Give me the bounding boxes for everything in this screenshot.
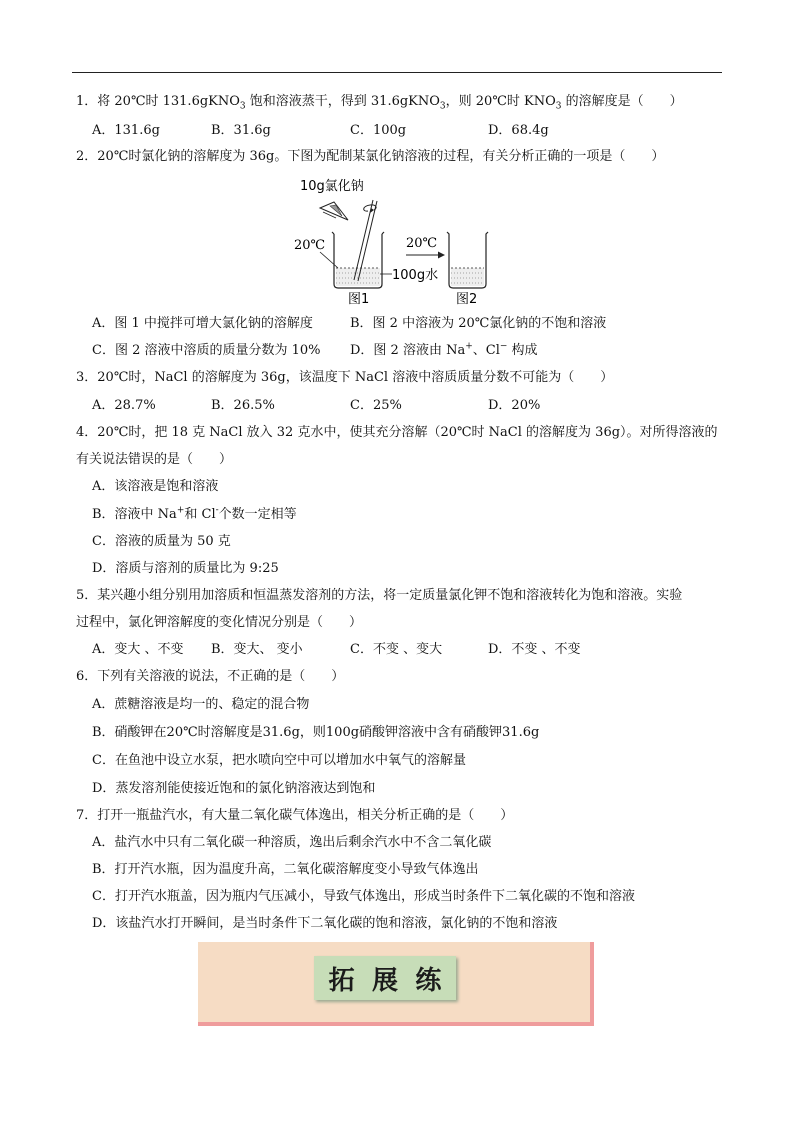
q5-stem-line1: 5．某兴趣小组分别用加溶质和恒温蒸发溶剂的方法，将一定质量氯化钾不饱和溶液转化为饱和溶液。实验 bbox=[76, 588, 683, 603]
fig1-caption: 图1 bbox=[348, 292, 370, 307]
section-banner bbox=[198, 942, 594, 1026]
section-banner-title bbox=[314, 956, 456, 1000]
q3-option-b: B．26.5% bbox=[211, 398, 275, 413]
q3-stem: 3．20℃时，NaCl 的溶解度为 36g，该温度下 NaCl 溶液中溶质质量分数不可能为（ ） bbox=[76, 370, 614, 385]
q4-option-a: A．该溶液是饱和溶液 bbox=[92, 479, 219, 494]
q4-stem-line1: 4．20℃时，把 18 克 NaCl 放入 32 克水中，使其充分溶解（20℃时 NaCl 的溶解度为 36g）。对所得溶液的 bbox=[76, 425, 718, 440]
q4-option-b: B．溶液中 Na+和 Cl-个数一定相等 bbox=[92, 505, 297, 522]
q7-option-c: C．打开汽水瓶盖，因为瓶内气压减小，导致气体逸出，形成当时条件下二氧化碳的不饱和溶液 bbox=[92, 889, 635, 904]
q5-option-b: B．变大、 变小 bbox=[211, 642, 303, 657]
q3-option-c: C．25% bbox=[350, 398, 402, 413]
beaker-temp-label: 20℃ bbox=[294, 238, 326, 253]
banner-char: 展 bbox=[371, 965, 398, 996]
q5-option-c: C．不变 、变大 bbox=[350, 642, 443, 657]
q6-option-c: C．在鱼池中设立水泵，把水喷向空中可以增加水中氧气的溶解量 bbox=[92, 753, 466, 768]
q2-option-a: A．图 1 中搅拌可增大氯化钠的溶解度 bbox=[92, 316, 313, 331]
stir-rotation-icon bbox=[364, 205, 376, 211]
q2-figure bbox=[290, 176, 490, 308]
q4-option-d: D．溶质与溶剂的质量比为 9:25 bbox=[92, 561, 279, 576]
q2-stem: 2．20℃时氯化钠的溶解度为 36g。下图为配制某氯化钠溶液的过程，有关分析正确的一项是（ ） bbox=[76, 149, 665, 164]
fig2-caption: 图2 bbox=[456, 292, 478, 307]
q5-option-d: D．不变 、不变 bbox=[488, 642, 581, 657]
q4-stem-line2: 有关说法错误的是（ ） bbox=[76, 452, 233, 467]
banner-char: 练 bbox=[415, 965, 442, 996]
water-label: 100g水 bbox=[392, 268, 439, 283]
q2-option-c: C．图 2 溶液中溶质的质量分数为 10% bbox=[92, 343, 321, 358]
q6-option-d: D．蒸发溶剂能使接近饱和的氯化钠溶液达到饱和 bbox=[92, 781, 376, 796]
q1-option-a: A．131.6g bbox=[92, 123, 160, 138]
beaker-2 bbox=[447, 232, 490, 288]
q7-option-d: D．该盐汽水打开瞬间，是当时条件下二氧化碳的饱和溶液，氯化钠的不饱和溶液 bbox=[92, 916, 558, 931]
q7-option-a: A．盐汽水中只有二氧化碳一种溶质，逸出后剩余汽水中不含二氧化碳 bbox=[92, 835, 492, 850]
q4-option-c: C．溶液的质量为 50 克 bbox=[92, 534, 231, 549]
q3-option-a: A．28.7% bbox=[92, 398, 156, 413]
q5-stem-line2: 过程中，氯化钾溶解度的变化情况分别是（ ） bbox=[76, 615, 363, 630]
process-arrow-icon bbox=[406, 252, 445, 259]
q1-option-c: C．100g bbox=[350, 123, 407, 138]
q2-option-b: B．图 2 中溶液为 20℃氯化钠的不饱和溶液 bbox=[350, 316, 607, 331]
banner-char: 拓 bbox=[328, 965, 355, 996]
q1-option-d: D．68.4g bbox=[488, 123, 549, 138]
header-rule bbox=[72, 72, 722, 73]
q6-option-b: B．硝酸钾在20℃时溶解度是31.6g，则100g硝酸钾溶液中含有硝酸钾31.6g bbox=[92, 725, 540, 740]
q3-option-d: D．20% bbox=[488, 398, 541, 413]
q2-option-d: D．图 2 溶液由 Na+、Cl− 构成 bbox=[350, 341, 538, 358]
q5-option-a: A．变大 、不变 bbox=[92, 642, 184, 657]
q7-stem: 7．打开一瓶盐汽水，有大量二氧化碳气体逸出，相关分析正确的是（ ） bbox=[76, 808, 514, 823]
q6-option-a: A．蔗糖溶液是均一的、稳定的混合物 bbox=[92, 697, 310, 712]
q1-stem: 1．将 20℃时 131.6gKNO$_3$ 饱和溶液蒸干，得到 31.6gKNO$_3$，则 20℃时 $KNO_3$ 的溶解度是（ ） bbox=[76, 94, 683, 112]
salt-paper-icon bbox=[320, 202, 348, 220]
salt-label: 10g氯化钠 bbox=[300, 179, 364, 194]
q1-option-b: B．31.6g bbox=[211, 123, 271, 138]
q7-option-b: B．打开汽水瓶，因为温度升高，二氧化碳溶解度变小导致气体逸出 bbox=[92, 862, 479, 877]
q6-stem: 6．下列有关溶液的说法，不正确的是（ ） bbox=[76, 669, 345, 684]
arrow-temp-label: 20℃ bbox=[406, 236, 438, 251]
